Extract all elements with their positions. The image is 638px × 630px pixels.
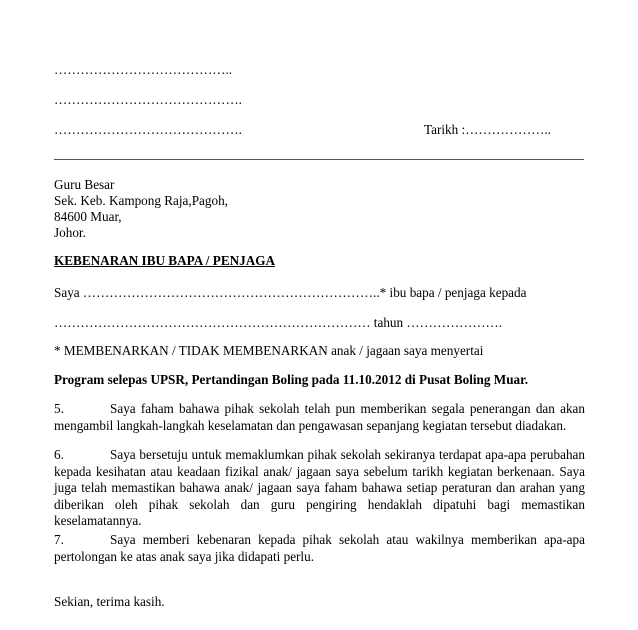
paragraph-7-number: 7.	[54, 532, 64, 547]
paragraph-7	[54, 532, 585, 565]
paragraph-6-number: 6.	[54, 447, 64, 462]
paragraph-5-text: Saya faham bahawa pihak sekolah telah pun memberikan segala penerangan dan akan mengambil langkah-langkah keselamatan dan pengawasan sepanjang kegiatan tersebut diadakan.	[54, 401, 585, 433]
paragraph-5	[54, 401, 585, 434]
paragraph-5-number: 5.	[54, 401, 64, 416]
dotted-line-2: …………………………………….	[54, 92, 242, 107]
recipient-line-2: Sek. Keb. Kampong Raja,Pagoh,	[54, 193, 228, 208]
paragraph-6	[54, 447, 585, 530]
parent-name-line: Saya …………………………………………………………..* ibu bapa / penjaga kepada	[54, 285, 527, 300]
paragraph-6-text: Saya bersetuju untuk memaklumkan pihak sekolah sekiranya terdapat apa-apa perubahan kepada kesihatan atau keadaan fizikal anak/ jagaan saya sebelum tarikh kegiatan berkenaan. Saya juga telah memastikan bahawa anak/ jagaan saya faham bahawa setiap peraturan dan arahan yang diberikan oleh pihak sekolah dan guru pengiring hendaklah dipatuhi bagi memastikan keselamatannya.	[54, 447, 585, 528]
letter-page	[54, 0, 586, 630]
permission-line: * MEMBENARKAN / TIDAK MEMBENARKAN anak / jagaan saya menyertai	[54, 343, 484, 358]
recipient-line-1: Guru Besar	[54, 177, 115, 192]
date-field: Tarikh :………………..	[424, 122, 551, 137]
recipient-line-3: 84600 Muar,	[54, 209, 122, 224]
dotted-line-1: …………………………………..	[54, 62, 233, 77]
letter-title: KEBENARAN IBU BAPA / PENJAGA	[54, 253, 276, 268]
closing-line: Sekian, terima kasih.	[54, 594, 165, 609]
dotted-line-3-row	[54, 122, 586, 138]
child-name-line: ……………………………………………………………… tahun ………………….	[54, 315, 503, 330]
divider-line	[54, 159, 584, 160]
dotted-line-3: …………………………………….	[54, 122, 242, 137]
recipient-line-4: Johor.	[54, 225, 86, 240]
program-line: Program selepas UPSR, Pertandingan Boling pada 11.10.2012 di Pusat Boling Muar.	[54, 372, 529, 387]
paragraph-7-text: Saya memberi kebenaran kepada pihak sekolah atau wakilnya memberikan apa-apa pertolongan ke atas anak saya jika didapati perlu.	[54, 532, 585, 564]
